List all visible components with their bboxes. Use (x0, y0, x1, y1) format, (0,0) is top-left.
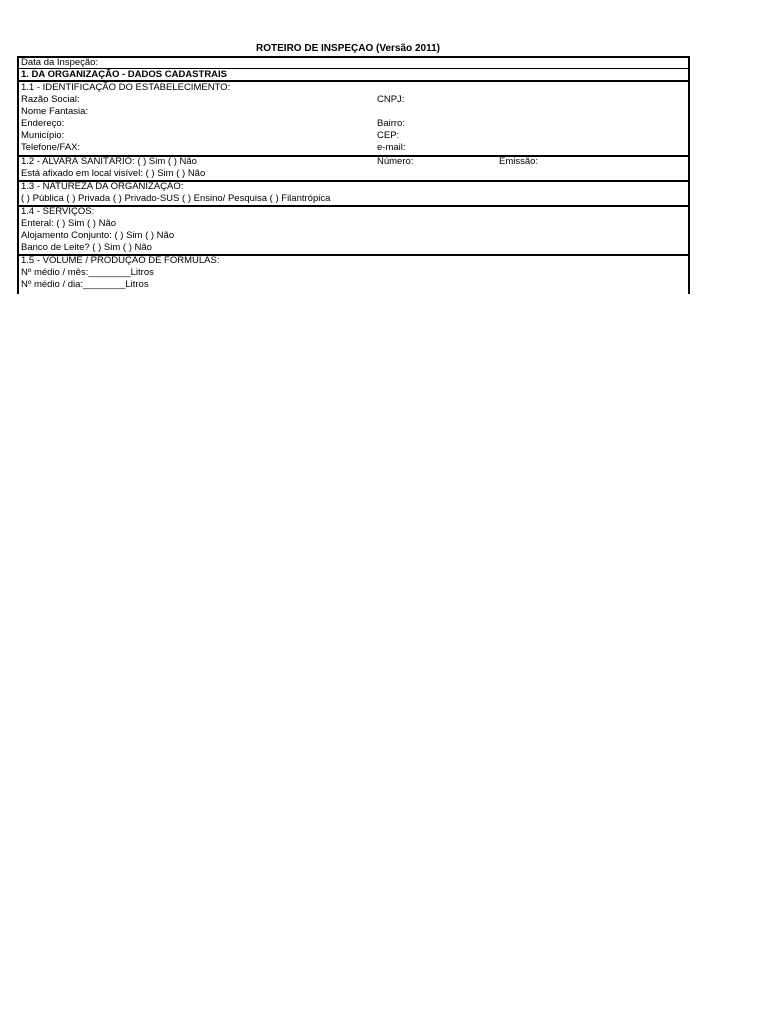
afixado-label: Está afixado em local visível: ( ) Sim ( ) Não (21, 168, 206, 179)
section-1-title: 1. DA ORGANIZAÇÃO - DADOS CADASTRAIS (21, 69, 228, 80)
email-label: e-mail: (377, 142, 406, 153)
medio-mes-label: Nº médio / mês:________Litros (21, 267, 154, 278)
banco-leite-label: Banco de Leite? ( ) Sim ( ) Não (21, 242, 152, 253)
border-line (19, 56, 688, 58)
endereco-label: Endereço: (21, 118, 65, 129)
inspection-form (17, 56, 690, 294)
inspection-date-label: Data da Inspeção: (21, 57, 99, 68)
numero-label: Número: (377, 156, 414, 167)
medio-dia-label: Nº médio / dia:________Litros (21, 279, 149, 290)
razao-social-label: Razão Social: (21, 94, 80, 105)
s12-title: 1.2 - ALVARÁ SANITÁRIO: ( ) Sim ( ) Não (21, 156, 197, 167)
s11-title: 1.1 - IDENTIFICAÇÃO DO ESTABELECIMENTO: (21, 82, 231, 93)
municipio-label: Município: (21, 130, 65, 141)
bairro-label: Bairro: (377, 118, 405, 129)
telefone-label: Telefone/FAX: (21, 142, 81, 153)
alojamento-label: Alojamento Conjunto: ( ) Sim ( ) Não (21, 230, 175, 241)
border-line (19, 205, 688, 207)
cnpj-label: CNPJ: (377, 94, 405, 105)
cep-label: CEP: (377, 130, 400, 141)
s13-title: 1.3 - NATUREZA DA ORGANIZAÇÃO: (21, 181, 184, 192)
natureza-options: ( ) Pública ( ) Privada ( ) Privado-SUS ( ) Ensino/ Pesquisa ( ) Filantrópica (21, 193, 331, 204)
nome-fantasia-label: Nome Fantasia: (21, 106, 89, 117)
s14-title: 1.4 - SERVIÇOS: (21, 206, 95, 217)
form-title: ROTEIRO DE INSPEÇAO (Versão 2011) (256, 43, 440, 54)
enteral-label: Enteral: ( ) Sim ( ) Não (21, 218, 117, 229)
s15-title: 1.5 - VOLUME / PRODUÇÃO DE FÓRMULAS: (21, 255, 220, 266)
emissao-label: Emissão: (499, 156, 539, 167)
